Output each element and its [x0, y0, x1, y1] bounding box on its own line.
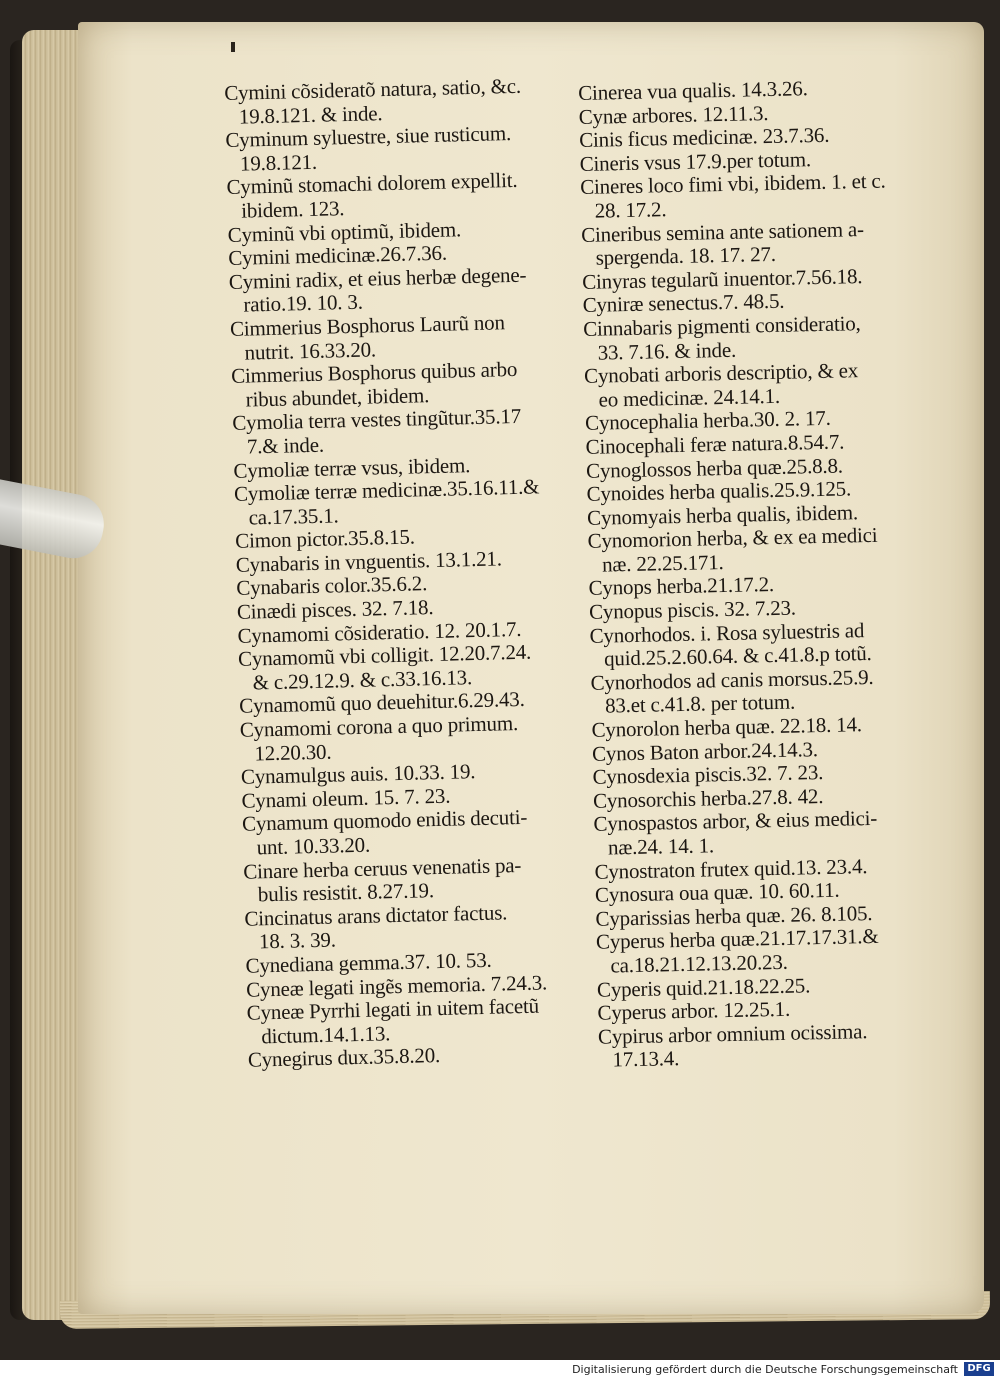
index-entry-line: Cynamulgus auis. 10.33. 19.	[240, 759, 476, 790]
index-entry-line: Cinare herba ceruus venenatis pa-	[242, 852, 522, 884]
index-entry-line: Cinædi pisces. 32. 7.18.	[236, 595, 434, 624]
index-entry-continuation: ca.18.21.12.13.20.23.	[610, 949, 788, 978]
index-entry-continuation: 83.et c.41.8. per totum.	[604, 690, 796, 719]
index-entry-continuation: dictum.14.1.13.	[261, 1020, 391, 1049]
index-entry	[580, 169, 931, 224]
index-entry-line: Cyneæ legati ingẽs memoria. 7.24.3.	[245, 969, 548, 1002]
index-entry-line: Cynops herba.21.17.2.	[588, 572, 775, 601]
index-column-right	[578, 75, 949, 1073]
index-entry-line: Cynorhodos. i. Rosa syluestris ad	[589, 617, 865, 648]
index-entry-line: Cynediana gemma.37. 10. 53.	[245, 947, 492, 978]
index-entry-continuation: 33. 7.16. & inde.	[597, 337, 737, 365]
index-entry-line: Cynorolon herba quæ. 22.18. 14.	[591, 712, 863, 742]
index-entry-continuation: 18. 3. 39.	[258, 927, 337, 954]
index-entry-line: Cyparissias herba quæ. 26. 8.105.	[595, 900, 873, 931]
index-entry-line: Cinis ficus medicinæ. 23.7.36.	[578, 122, 830, 153]
index-entry-continuation: unt. 10.33.20.	[256, 832, 371, 860]
index-entry-continuation: ibidem. 123.	[240, 196, 345, 223]
index-entry-line: Cynamomi cõsideratio. 12. 20.1.7.	[237, 616, 522, 648]
index-entry-line: Cincinatus arans dictator factus.	[244, 900, 508, 931]
index-entry-continuation: ca.17.35.1.	[248, 503, 339, 530]
index-entry	[596, 924, 947, 979]
index-entry-line: Cineris vsus 17.9.per totum.	[579, 146, 812, 176]
index-entry-continuation: ribus abundet, ibidem.	[245, 382, 430, 412]
index-entry-line: Cynopus piscis. 32. 7.23.	[588, 595, 797, 624]
index-entry-line: Cinocephali feræ natura.8.54.7.	[585, 429, 845, 459]
index-entry-line: Cynorhodos ad canis morsus.25.9.	[590, 664, 874, 695]
index-entry-line: Cinerea vua qualis. 14.3.26.	[577, 76, 808, 105]
index-entry-line: Cimmerius Bosphorus Laurũ non	[229, 310, 506, 341]
index-entry	[590, 664, 941, 719]
index-entry-continuation: 28. 17.2.	[594, 197, 667, 223]
index-entry-line: Cynospastos arbor, & eius medici-	[593, 806, 878, 837]
index-entry-line: Cynocephalia herba.30. 2. 17.	[584, 406, 831, 436]
index-entry-line: Cynos Baton arbor.24.14.3.	[591, 736, 819, 766]
index-entry-continuation: 19.8.121.	[239, 149, 318, 176]
index-entry-line: Cyperis quid.21.18.22.25.	[596, 972, 811, 1002]
index-entry-line: Cimmerius Bosphorus quibus arbo	[230, 357, 518, 389]
index-entry-line: Cymini cõsideratõ natura, satio, &c.	[223, 73, 522, 105]
index-entry-line: Cynamomi corona a quo primum.	[239, 711, 519, 742]
index-entry-line: Cynæ arbores. 12.11.3.	[578, 100, 769, 129]
index-entry-line: Cineribus semina ante sationem a-	[580, 216, 865, 247]
index-entry-line: Cyperus arbor. 12.25.1.	[597, 996, 791, 1025]
index-entry	[598, 1018, 949, 1073]
index-entry-continuation: eo medicinæ. 24.14.1.	[598, 383, 781, 412]
index-entry-line: Cymolia terra vestes tingũtur.35.17	[232, 404, 522, 436]
index-entry-continuation: ratio.19. 10. 3.	[243, 290, 364, 317]
index-entry-continuation: spergenda. 18. 17. 27.	[595, 242, 777, 270]
index-column-left	[224, 73, 603, 1072]
index-entry-continuation: 7.& inde.	[246, 432, 325, 459]
index-entry	[583, 311, 934, 366]
index-entry-line: Cynabaris in vnguentis. 13.1.21.	[235, 546, 503, 577]
index-entry-line: Cymoliæ terræ medicinæ.35.16.11.&	[233, 474, 540, 506]
index-entry	[589, 617, 940, 672]
index-entry-line: Cynegirus dux.35.8.20.	[247, 1043, 441, 1073]
index-entry-continuation: & c.29.12.9. & c.33.16.13.	[252, 664, 473, 695]
index-entry	[581, 216, 932, 271]
index-entry-continuation: 19.8.121. & inde.	[238, 100, 383, 129]
index-entry-continuation: 17.13.4.	[612, 1046, 680, 1072]
index-entry-line: Cinnabaris pigmenti consideratio,	[582, 311, 861, 341]
index-entry-line: Cynabaris color.35.6.2.	[236, 571, 428, 601]
index-entry-line: Cynami oleum. 15. 7. 23.	[241, 783, 451, 813]
index-entry-continuation: nutrit. 16.33.20.	[244, 336, 377, 365]
index-entry-line: Cynomyais herba qualis, ibidem.	[586, 499, 859, 530]
index-entry-continuation: næ.24. 14. 1.	[607, 833, 715, 860]
index-entry-line: Cynoides herba qualis.25.9.125.	[586, 476, 852, 507]
index-entry-line: Cynosorchis herba.27.8. 42.	[592, 783, 824, 813]
index-entry-line: Cynamomũ vbi colligit. 12.20.7.24.	[237, 639, 532, 672]
index-entry-line: Cyminum syluestre, siue rusticum.	[225, 121, 512, 153]
index-entry	[242, 805, 598, 861]
dfg-logo: DFG	[964, 1362, 994, 1376]
index-entry-line: Cymoliæ terræ vsus, ibidem.	[233, 452, 471, 483]
index-entry-line: Cineres loco fimi vbi, ibidem. 1. et c.	[579, 168, 886, 200]
index-entry-line: Cymini medicinæ.26.7.36.	[228, 240, 448, 271]
funding-credit: Digitalisierung gefördert durch die Deutsche Forschungsgemeinschaft	[572, 1363, 958, 1376]
index-entry-line: Cimon pictor.35.8.15.	[234, 524, 416, 554]
page-mark	[231, 42, 235, 52]
index-entry-line: Cyniræ senectus.7. 48.5.	[582, 289, 785, 318]
index-entry-line: Cymini radix, et eius herbæ degene-	[228, 262, 527, 294]
index-entry-line: Cynoglossos herba quæ.25.8.8.	[585, 453, 844, 483]
index-entry-continuation: bulis resistit. 8.27.19.	[257, 878, 435, 907]
index-entry-line: Cypirus arbor omnium ocissima.	[597, 1018, 868, 1049]
index-entry-line: Cynobati arboris descriptio, & ex	[583, 358, 859, 389]
index-entry-line: Cynostraton frutex quid.13. 23.4.	[594, 853, 868, 884]
index-entry-line: Cyneæ Pyrrhi legati in uitem facetũ	[246, 993, 540, 1025]
index-entry-line: Cyperus herba quæ.21.17.17.31.&	[595, 924, 879, 955]
index-entry-continuation: quid.25.2.60.64. & c.41.8.p totũ.	[603, 641, 872, 671]
index-entry-line: Cynosdexia piscis.32. 7. 23.	[592, 760, 824, 790]
index-entry-line: Cinyras tegularũ inuentor.7.56.18.	[581, 263, 863, 294]
index-entry-continuation: næ. 22.25.171.	[601, 549, 724, 577]
index-entry-line: Cynomorion herba, & ex ea medici	[587, 523, 878, 554]
index-entry-continuation: 12.20.30.	[254, 739, 332, 766]
index-entry	[584, 358, 935, 413]
index-entry	[593, 806, 944, 861]
index-entry-line: Cyminũ vbi optimũ, ibidem.	[227, 216, 462, 247]
index-entry-line: Cynamum quomodo enidis decuti-	[241, 805, 528, 837]
index-entry-line: Cynamomũ quo deuehitur.6.29.43.	[238, 687, 525, 719]
index-entry	[587, 523, 938, 578]
index-entry-line: Cynosura oua quæ. 10. 60.11.	[594, 877, 840, 908]
index-entry-line: Cyminũ stomachi dolorem expellit.	[226, 168, 518, 200]
